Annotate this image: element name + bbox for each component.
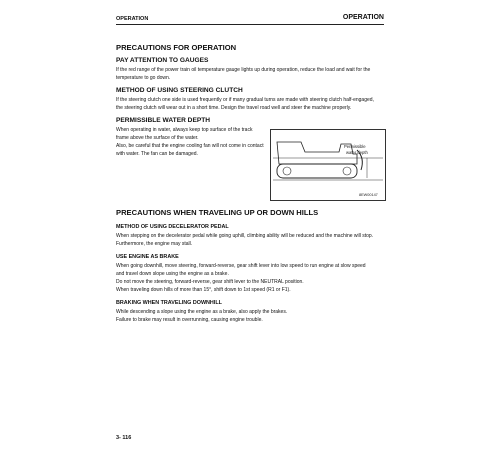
water-line: frame above the surface of the water. [116,135,199,141]
brake-heading: USE ENGINE AS BRAKE [116,254,179,260]
steering-heading: METHOD OF USING STEERING CLUTCH [116,87,243,94]
page-title: PRECAUTIONS FOR OPERATION [116,43,237,52]
decel-line: When stepping on the decelerator pedal while going uphill, climbing ability will be reduced and the machine will stop. [116,233,374,239]
header-left: OPERATION [116,16,149,22]
water-heading: PERMISSIBLE WATER DEPTH [116,117,211,124]
water-line: Also, be careful that the engine cooling fan will not come in contact [116,143,264,149]
downhill-line: Failure to brake may result in overrunning, causing engine trouble. [116,317,263,323]
header-rule [116,24,384,25]
steering-line: the steering clutch will wear out in a short time. Design the travel road well and steer the machine properly. [116,105,352,111]
water-depth-figure [270,129,386,201]
brake-line: and travel down slope using the engine as a brake. [116,271,229,277]
brake-line: Do not move the steering, forward-reverse, gear shift lever to the NEUTRAL position. [116,279,304,285]
gauges-line: If the red range of the power train oil temperature gauge lights up during operation, reduce the load and wait for the [116,67,371,73]
steering-line: If the steering clutch one side is used frequently or if many gradual turns are made with steering clutch half-engaged, [116,97,374,103]
page-number: 3- 116 [116,435,132,441]
decel-line: Furthermore, the engine may stall. [116,241,193,247]
decel-heading: METHOD OF USING DECELERATOR PEDAL [116,224,229,230]
gauges-heading: PAY ATTENTION TO GAUGES [116,57,209,64]
header-right: OPERATION [342,14,384,21]
track-roller [283,167,291,175]
downhill-heading: BRAKING WHEN TRAVELING DOWNHILL [116,300,222,306]
gauges-line: temperature to go down. [116,75,171,81]
brake-line: When going downhill, move steering, forward-reverse, gear shift lever into low speed to run engine at slow speed [116,263,366,269]
track-roller [343,167,351,175]
hills-title: PRECAUTIONS WHEN TRAVELING UP OR DOWN HILLS [116,208,319,217]
bulldozer-track [277,164,357,178]
water-line: When operating in water, always keep top surface of the track [116,127,253,133]
figure-label: water depth [346,150,368,155]
downhill-line: While descending a slope using the engine as a brake, also apply the brakes. [116,309,288,315]
figure-code: 8EW00147 [359,193,378,197]
water-line: with water. The fan can be damaged. [116,151,198,157]
brake-line: When traveling down hills of more than 15°, shift down to 1st speed (R1 or F1). [116,287,291,293]
figure-label: Permissible [344,144,366,149]
